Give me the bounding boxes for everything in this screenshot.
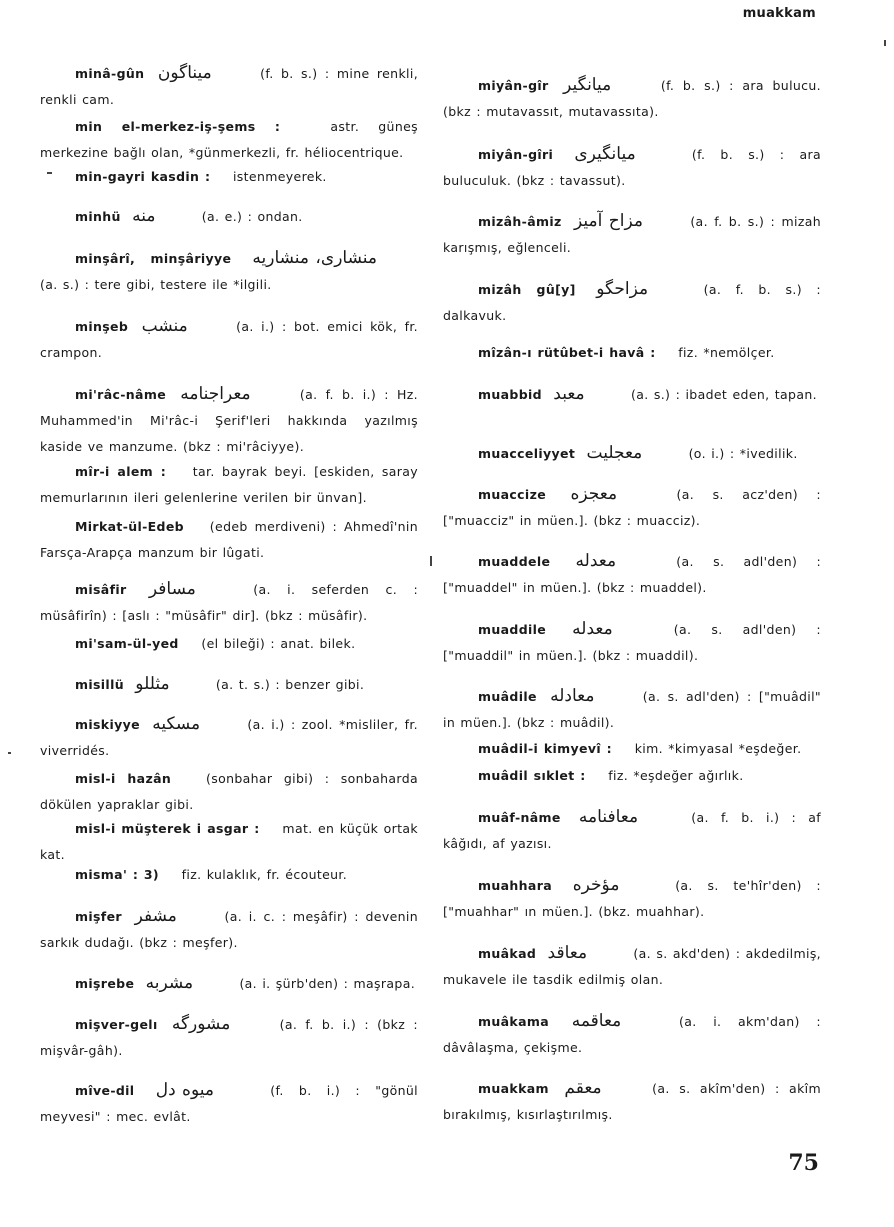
dictionary-entry xyxy=(443,72,821,125)
dictionary-entry xyxy=(40,514,418,566)
entry-arabic-script: منشاری، منشاریه xyxy=(252,248,378,268)
entry-arabic-script: معجلیت xyxy=(586,443,643,463)
dictionary-entry xyxy=(443,381,821,408)
scan-speck xyxy=(884,40,886,46)
entry-headword: mişrebe xyxy=(75,976,135,991)
dictionary-entry xyxy=(443,340,821,366)
dictionary-entry xyxy=(443,736,821,762)
entry-headword: mi'râc-nâme xyxy=(75,387,167,402)
entry-headword: muabbid xyxy=(478,387,542,402)
entry-definition: (a. f. b. s.) : mizah karışmış, eğlenceli. xyxy=(443,214,822,255)
entry-arabic-script: منشب xyxy=(141,316,188,336)
entry-headword: miyân-gîr xyxy=(478,78,549,93)
entry-definition: mat. en küçük ortak kat. xyxy=(40,821,419,862)
entry-definition: (a. f. b. i.) : af kâğıdı, af yazısı. xyxy=(443,810,821,851)
dictionary-entry xyxy=(443,208,821,261)
entry-arabic-script: معدله xyxy=(572,619,613,639)
entry-headword: min-gayri kasdin : xyxy=(75,169,211,184)
dictionary-entry xyxy=(443,1075,821,1128)
entry-arabic-script: مشربه xyxy=(145,973,194,993)
entry-headword: muâdil-i kimyevî : xyxy=(478,741,613,756)
entry-headword: miskiyye xyxy=(75,717,140,732)
entry-headword: misl-i müşterek i asgar : xyxy=(75,821,260,836)
entry-arabic-script: مزاح آمیز xyxy=(574,211,643,231)
entry-headword: muâdil sıklet : xyxy=(478,768,586,783)
entry-headword: minâ-gûn xyxy=(75,66,145,81)
entry-headword: mîzân-ı rütûbet-i havâ : xyxy=(478,345,656,360)
entry-definition: (a. i. seferden c. : müsâfirîn) : [aslı : "müsâfir" dir]. (bkz : müsâfir). xyxy=(40,582,419,623)
entry-headword: muaccize xyxy=(478,487,547,502)
entry-definition: fiz. *nemölçer. xyxy=(678,345,775,360)
entry-arabic-script: معاقد xyxy=(547,943,588,963)
entry-definition: (f. b. i.) : "gönül meyvesi" : mec. evlât. xyxy=(40,1083,418,1124)
entry-arabic-script: معدله xyxy=(575,551,617,571)
entry-headword: muakkam xyxy=(478,1081,549,1096)
entry-definition: (a. s. adl'den) : ["muâdil" in müen.]. (bkz : muâdil). xyxy=(443,689,822,730)
scan-speck xyxy=(47,172,52,174)
running-header: muakkam xyxy=(742,6,816,21)
entry-headword: muâkama xyxy=(478,1014,550,1029)
entry-headword: misma' : 3) xyxy=(75,867,159,882)
dictionary-entry xyxy=(443,683,821,736)
page-number: 75 xyxy=(788,1150,819,1176)
entry-headword: minşârî, minşâriyye xyxy=(75,251,232,266)
dictionary-entry xyxy=(443,1008,821,1061)
entry-headword: muacceliyyet xyxy=(478,446,576,461)
entry-definition: istenmeyerek. xyxy=(232,169,327,184)
dictionary-entry xyxy=(40,576,418,629)
entry-definition: tar. bayrak beyi. [eskiden, saray memurlarının ileri gelenlerine verilen bir ünvan]. xyxy=(40,464,419,505)
entry-headword: muaddile xyxy=(478,622,547,637)
dictionary-entry xyxy=(40,381,418,460)
entry-definition: (a. s. adl'den) : ["muaddel" in müen.]. (bkz : muaddel). xyxy=(443,554,822,595)
entry-headword: mîve-dil xyxy=(75,1083,135,1098)
dictionary-entry xyxy=(443,548,821,601)
entry-headword: minhü xyxy=(75,209,121,224)
entry-headword: mizâh gû[y] xyxy=(478,282,576,297)
entry-headword: muâkad xyxy=(478,946,537,961)
entry-headword: min el-merkez-iş-şems : xyxy=(75,119,281,134)
entry-arabic-script: مسكیه xyxy=(152,714,201,734)
entry-headword: muâf-nâme xyxy=(478,810,561,825)
entry-arabic-script: مشفر xyxy=(134,906,177,926)
entry-definition: astr. güneş merkezine bağlı olan, *günmerkezli, fr. héliocentrique. xyxy=(40,119,418,160)
entry-arabic-script: معادله xyxy=(550,686,595,706)
entry-headword: mişfer xyxy=(75,909,122,924)
entry-definition: (a. s.) : tere gibi, testere ile *ilgili. xyxy=(40,277,272,292)
dictionary-entry xyxy=(40,862,418,888)
entry-definition: (a. i. akm'dan) : dâvâlaşma, çekişme. xyxy=(443,1014,821,1055)
scan-speck xyxy=(8,752,11,754)
entry-headword: muahhara xyxy=(478,878,552,893)
dictionary-entry xyxy=(443,872,821,925)
entry-definition: fiz. kulaklık, fr. écouteur. xyxy=(181,867,348,882)
entry-definition: (a. i.) : zool. *misliler, fr. viverridés. xyxy=(40,717,418,758)
entry-definition: (a. s. te'hîr'den) : ["muahhar" ın müen.]. (bkz. muahhar). xyxy=(443,878,821,919)
entry-headword: mîr-i alem : xyxy=(75,464,167,479)
entry-arabic-script: میناگون xyxy=(157,63,212,83)
dictionary-entry xyxy=(40,114,418,166)
entry-definition: (a. s. adl'den) : ["muaddil" in müen.]. (bkz : muaddil). xyxy=(443,622,821,663)
entry-arabic-script: معاقمه xyxy=(571,1011,622,1031)
dictionary-entry xyxy=(40,245,418,298)
dictionary-entry xyxy=(443,276,821,329)
entry-definition: (a. f. b. s.) : dalkavuk. xyxy=(443,282,821,323)
entry-definition: (a. i.) : bot. emici kök, fr. crampon. xyxy=(40,319,419,360)
entry-arabic-script: معبد xyxy=(553,384,585,404)
entry-definition: (a. f. b. i.) : (bkz : mişvâr-gâh). xyxy=(40,1017,418,1058)
dictionary-entry xyxy=(443,804,821,857)
dictionary-entry xyxy=(443,616,821,669)
entry-headword: minşeb xyxy=(75,319,129,334)
entry-arabic-script: مشورگه xyxy=(171,1014,231,1034)
dictionary-entry xyxy=(40,816,418,868)
entry-definition: (a. s.) : ibadet eden, tapan. xyxy=(630,387,817,402)
entry-headword: misâfir xyxy=(75,582,127,597)
dictionary-entry xyxy=(40,671,418,698)
entry-definition: (f. b. s.) : mine renkli, renkli cam. xyxy=(40,66,419,107)
dictionary-entry xyxy=(40,711,418,764)
entry-definition: (edeb merdiveni) : Ahmedî'nin Farsça-Arapça manzum bir lûgati. xyxy=(40,519,418,560)
entry-arabic-script: میانگیری xyxy=(574,144,636,164)
entry-arabic-script: مسافر xyxy=(148,579,196,599)
entry-arabic-script: معافنامه xyxy=(578,807,639,827)
dictionary-entry xyxy=(40,164,418,190)
entry-definition: (f. b. s.) : ara bulucu. (bkz : mutavassıt, mutavassıta). xyxy=(443,78,821,119)
entry-headword: mişver-gelı xyxy=(75,1017,158,1032)
entry-headword: misl-i hazân xyxy=(75,771,172,786)
dictionary-entry xyxy=(443,440,821,467)
dictionary-entry xyxy=(443,141,821,194)
entry-headword: misillü xyxy=(75,677,124,692)
entry-definition: (a. i. şürb'den) : maşrapa. xyxy=(239,976,416,991)
entry-definition: (a. f. b. i.) : Hz. Muhammed'in Mi'râc-i Şerif'leri hakkında yazılmış kaside ve manzume. (bkz : mi'râciyye). xyxy=(40,387,419,454)
entry-definition: (f. b. s.) : ara buluculuk. (bkz : tavassut). xyxy=(443,147,822,188)
entry-headword: mizâh-âmiz xyxy=(478,214,562,229)
entry-definition: (o. i.) : *ivedilik. xyxy=(688,446,798,461)
entry-arabic-script: مؤخره xyxy=(572,875,620,895)
entry-headword: muâdile xyxy=(478,689,537,704)
dictionary-entry xyxy=(40,459,418,511)
entry-arabic-script: معجزه xyxy=(570,484,618,504)
dictionary-entry xyxy=(40,970,418,997)
dictionary-entry xyxy=(443,481,821,534)
entry-headword: mi'sam-ül-yed xyxy=(75,636,179,651)
entry-definition: (el bileği) : anat. bilek. xyxy=(201,636,356,651)
dictionary-entry xyxy=(40,313,418,366)
entry-arabic-script: مثللو xyxy=(135,674,170,694)
entry-definition: (a. s. acz'den) : ["muacciz" in müen.]. (bkz : muacciz). xyxy=(443,487,821,528)
dictionary-entry xyxy=(40,60,418,113)
entry-definition: (sonbahar gibi) : sonbaharda dökülen yapraklar gibi. xyxy=(40,771,418,812)
entry-headword: Mirkat-ül-Edeb xyxy=(75,519,184,534)
entry-headword: miyân-gîri xyxy=(478,147,554,162)
dictionary-entry xyxy=(40,631,418,657)
dictionary-entry xyxy=(40,903,418,956)
entry-arabic-script: میوه دل xyxy=(155,1080,214,1100)
entry-definition: (a. s. akd'den) : akdedilmiş, mukavele ile tasdik edilmiş olan. xyxy=(443,946,822,987)
entry-definition: (a. t. s.) : benzer gibi. xyxy=(215,677,365,692)
scan-speck xyxy=(430,556,432,566)
dictionary-entry xyxy=(40,1077,418,1130)
entry-arabic-script: میانگیر xyxy=(563,75,612,95)
entry-arabic-script: منه xyxy=(132,206,156,226)
dictionary-entry xyxy=(40,1011,418,1064)
entry-definition: (a. s. akîm'den) : akîm bırakılmış, kısırlaştırılmış. xyxy=(443,1081,822,1122)
dictionary-entry xyxy=(40,766,418,818)
entry-definition: (a. i. c. : meşâfir) : devenin sarkık dudağı. (bkz : meşfer). xyxy=(40,909,418,950)
entry-arabic-script: مزاحگو xyxy=(596,279,649,299)
entry-arabic-script: معقم xyxy=(564,1078,602,1098)
entry-definition: (a. e.) : ondan. xyxy=(201,209,303,224)
dictionary-entry xyxy=(40,203,418,230)
dictionary-entry xyxy=(443,940,821,993)
dictionary-entry xyxy=(443,763,821,789)
entry-definition: kim. *kimyasal *eşdeğer. xyxy=(634,741,802,756)
entry-arabic-script: معراجنامه xyxy=(180,384,251,404)
entry-headword: muaddele xyxy=(478,554,551,569)
entry-definition: fiz. *eşdeğer ağırlık. xyxy=(608,768,744,783)
